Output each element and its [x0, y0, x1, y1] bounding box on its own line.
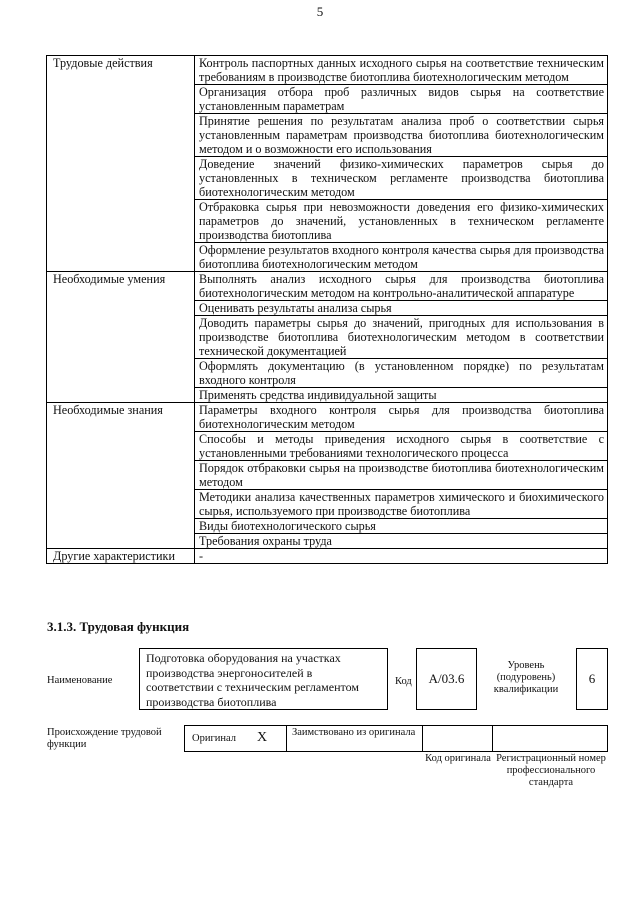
section-item: Доведение значений физико-химических параметров сырья до установленных в техническом регламенте производства биотоплива биотехнологическим методом [195, 157, 608, 200]
code-value: А/03.6 [428, 671, 465, 686]
section-item: Способы и методы приведения исходного сырья в соответствие с установленными требованиями технологического процесса [195, 432, 608, 461]
borrowed-cell [286, 725, 423, 752]
level-box [576, 648, 608, 710]
section-label: Необходимые умения [47, 272, 195, 403]
table-row [47, 403, 608, 432]
original-label: Оригинал [192, 733, 236, 744]
level-label: Уровень (подуровень) квалификации [493, 660, 559, 695]
section-item: Принятие решения по результатам анализа проб о соответствии сырья установленным параметрам производства биотоплива биотехнологическим методом и о возможности его использования [195, 114, 608, 157]
section-title: 3.1.3. Трудовая функция [47, 619, 190, 634]
code-caption: Код оригинала [425, 753, 491, 764]
code-label: Код [395, 676, 412, 687]
section-item: Методики анализа качественных параметров химического и биохимического сырья, используемого при производстве биотоплива [195, 490, 608, 519]
level-value: 6 [588, 671, 596, 686]
function-name-box [139, 648, 388, 710]
labor-function-table [46, 55, 608, 564]
reg-number-cell [493, 725, 608, 752]
original-mark: X [257, 730, 268, 745]
function-name-value: Подготовка оборудования на участках производства энергоносителей в соответствии с техническим регламентом производства биотоплива [146, 651, 359, 709]
borrowed-label: Заимствовано из оригинала [292, 727, 416, 738]
section-item: Выполнять анализ исходного сырья для производства биотоплива биотехнологическим методом на контрольно-аналитической аппаратуре [195, 272, 608, 301]
section-item: Виды биотехнологического сырья [195, 519, 608, 534]
table-row [47, 56, 608, 85]
section-item: Оценивать результаты анализа сырья [195, 301, 608, 316]
section-label: Другие характеристики [47, 549, 195, 564]
section-label: Трудовые действия [47, 56, 195, 272]
name-label: Наименование [47, 675, 113, 686]
section-item: - [195, 549, 608, 564]
original-cell [184, 725, 286, 752]
reg-caption: Регистрационный номер профессионального стандарта [496, 753, 606, 788]
section-item: Отбраковка сырья при невозможности доведения его физико-химических параметров до значений, установленных в техническом регламенте производства биотоплива [195, 200, 608, 243]
section-label: Необходимые знания [47, 403, 195, 549]
section-item: Требования охраны труда [195, 534, 608, 549]
section-item: Оформление результатов входного контроля качества сырья для производства биотоплива биотехнологическим методом [195, 243, 608, 272]
section-item: Организация отбора проб различных видов сырья на соответствие установленным параметрам [195, 85, 608, 114]
section-item: Применять средства индивидуальной защиты [195, 388, 608, 403]
page-number: 5 [316, 4, 324, 19]
section-item: Доводить параметры сырья до значений, пригодных для использования в производстве биотоплива биотехнологическим методом в соответствии технической документацией [195, 316, 608, 359]
section-item: Порядок отбраковки сырья на производстве биотоплива биотехнологическим методом [195, 461, 608, 490]
section-item: Оформлять документацию (в установленном порядке) по результатам входного контроля [195, 359, 608, 388]
code-box [416, 648, 477, 710]
origin-code-cell [423, 725, 493, 752]
origin-label: Происхождение трудовой функции [47, 727, 162, 750]
section-item: Параметры входного контроля сырья для производства биотоплива биотехнологическим методом [195, 403, 608, 432]
section-item: Контроль паспортных данных исходного сырья на соответствие техническим требованиям в производстве биотоплива биотехнологическим методом [195, 56, 608, 85]
table-row [47, 272, 608, 301]
table-row [47, 549, 608, 564]
